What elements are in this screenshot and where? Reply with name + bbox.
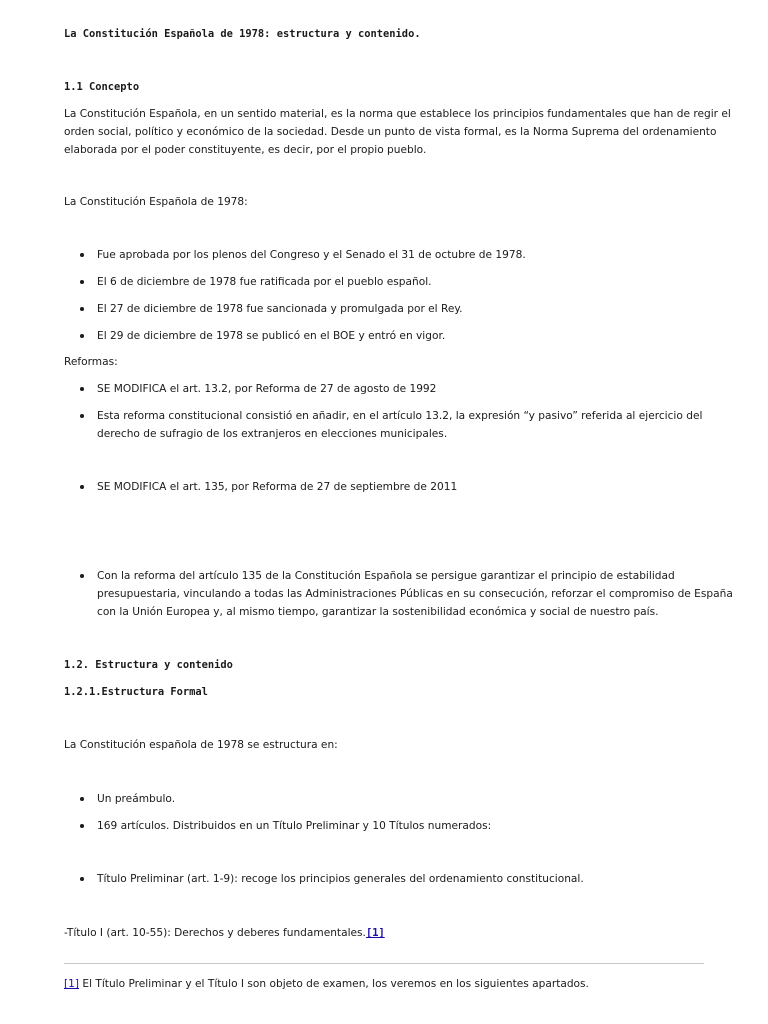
- footnote-text: El Título Preliminar y el Título I son objeto de examen, los veremos en los siguientes apartados.: [79, 978, 589, 990]
- footnote: [64, 975, 589, 993]
- list-item: Fue aprobada por los plenos del Congreso y el Senado el 31 de octubre de 1978.: [64, 246, 714, 264]
- document-title: La Constitución Española de 1978: estructura y contenido.: [64, 28, 421, 40]
- list-item: El 6 de diciembre de 1978 fue ratificada por el pueblo español.: [64, 273, 714, 291]
- reform-2-list: [64, 478, 714, 496]
- section-heading-estructura: 1.2. Estructura y contenido: [64, 659, 233, 671]
- reform-1-list: [64, 380, 714, 443]
- list-item: El 27 de diciembre de 1978 fue sancionada y promulgada por el Rey.: [64, 300, 714, 318]
- list-item: Esta reforma constitucional consistió en añadir, en el artículo 13.2, la expresión “y pasivo” referida al ejercicio del derecho de sufragio de los extranjeros en elecciones municipales.: [64, 407, 714, 443]
- estructura-intro: La Constitución española de 1978 se estructura en:: [64, 739, 338, 751]
- list-item: El 29 de diciembre de 1978 se publicó en el BOE y entró en vigor.: [64, 327, 714, 345]
- list-item: SE MODIFICA el art. 135, por Reforma de 27 de septiembre de 2011: [64, 478, 714, 496]
- reform-2-desc-list: [64, 567, 733, 621]
- titulo-i-text: -Título I (art. 10-55): Derechos y deberes fundamentales.: [64, 927, 366, 939]
- subheading-estructura-formal: 1.2.1.Estructura Formal: [64, 686, 208, 698]
- facts-list: [64, 246, 714, 345]
- titulo-preliminar-list: [64, 870, 714, 888]
- estructura-list: [64, 790, 714, 835]
- list-item: Un preámbulo.: [64, 790, 714, 808]
- section-heading-concepto: 1.1 Concepto: [64, 81, 140, 93]
- list-item: 169 artículos. Distribuidos en un Título Preliminar y 10 Títulos numerados:: [64, 817, 714, 835]
- paragraph-line: elaborada por el poder constituyente, es decir, por el propio pueblo.: [64, 144, 427, 156]
- concepto-paragraph: [64, 105, 731, 159]
- titulo-i-line: [64, 924, 385, 942]
- footnote-divider: [64, 963, 704, 964]
- paragraph-line: La Constitución Española, en un sentido material, es la norma que establece los principios fundamentales que han de regir el: [64, 108, 731, 120]
- list-item: SE MODIFICA el art. 13.2, por Reforma de 27 de agosto de 1992: [64, 380, 714, 398]
- list-item: Con la reforma del artículo 135 de la Constitución Española se persigue garantizar el principio de estabilidad presupuestaria, vinculando a todas las Administraciones Públicas en su consecución, reforzar el compromiso de España con la Unión Europea y, al mismo tiempo, garantizar la sostenibilidad económica y social de nuestro país.: [64, 567, 714, 621]
- constitucion-intro: La Constitución Española de 1978:: [64, 196, 248, 208]
- list-item: Título Preliminar (art. 1-9): recoge los principios generales del ordenamiento constitucional.: [64, 870, 714, 888]
- footnote-marker-link[interactable]: [1]: [64, 978, 80, 990]
- reformas-label: Reformas:: [64, 356, 118, 368]
- footnote-reference-link[interactable]: [1]: [365, 927, 385, 939]
- paragraph-line: orden social, político y económico de la sociedad. Desde un punto de vista formal, es la Norma Suprema del ordenamiento: [64, 126, 717, 138]
